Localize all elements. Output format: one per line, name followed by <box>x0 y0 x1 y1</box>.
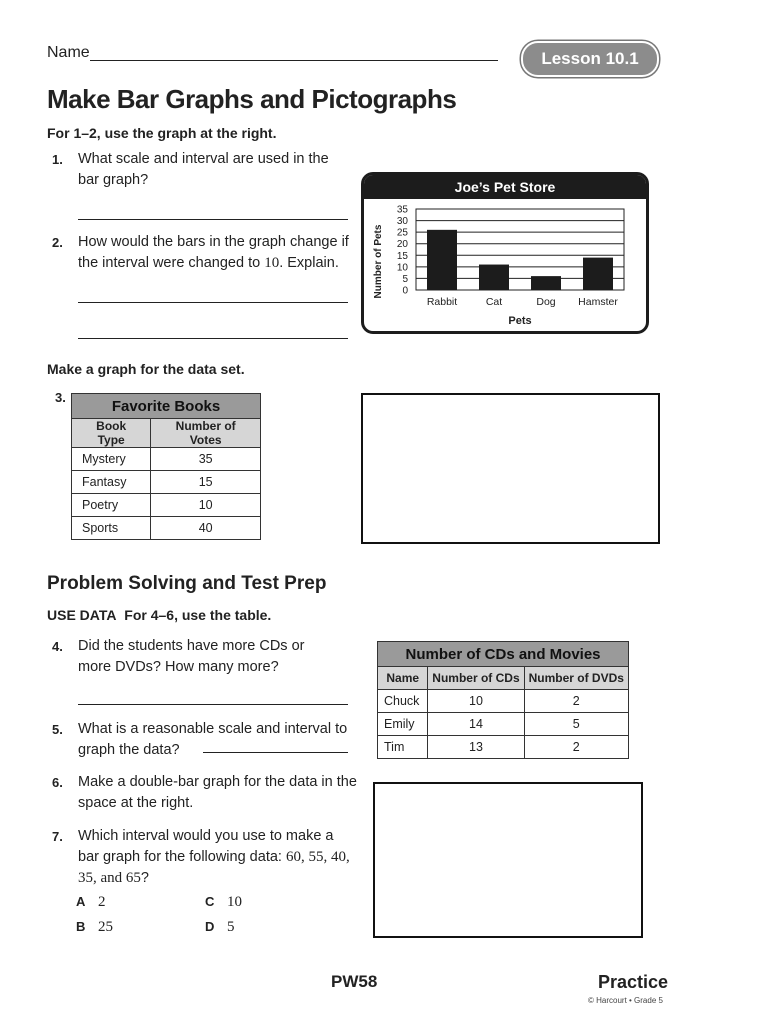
question-7-text-b: ? <box>140 870 149 886</box>
page-code: PW58 <box>331 972 378 991</box>
col-header-name: Name <box>378 667 428 690</box>
bar-cat <box>479 265 509 290</box>
graph-answer-box-6[interactable] <box>373 782 643 938</box>
table-row <box>72 494 261 517</box>
favorite-books-caption: Favorite Books <box>72 394 261 419</box>
choice-a-value: 2 <box>98 894 106 910</box>
col-header-cds: Number of CDs <box>428 667 524 690</box>
table-cell: 14 <box>428 713 524 736</box>
table-cell: 35 <box>151 448 261 471</box>
y-tick-label: 30 <box>396 216 408 228</box>
col-header-book-type: Book Type <box>72 419 151 448</box>
y-tick-label: 20 <box>396 239 408 251</box>
question-5-text: What is a reasonable scale and interval to graph the data? <box>78 721 348 758</box>
question-7-number: 7. <box>52 829 63 844</box>
table-row <box>72 471 261 494</box>
answer-line-4[interactable] <box>78 704 348 705</box>
practice-label: Practice <box>598 972 669 992</box>
question-5 <box>52 719 352 763</box>
y-axis-label: Number of Pets <box>373 224 384 299</box>
table-cell: 2 <box>524 690 628 713</box>
use-data-label: USE DATA <box>47 607 117 623</box>
answer-line-2a[interactable] <box>78 302 348 303</box>
instruction-1-2: For 1–2, use the graph at the right. <box>47 125 277 141</box>
question-4-number: 4. <box>52 639 63 654</box>
question-1 <box>52 149 352 193</box>
x-tick-label: Cat <box>485 296 503 308</box>
table-row <box>378 736 629 759</box>
answer-line-2b[interactable] <box>78 338 348 339</box>
question-3-number: 3. <box>55 390 66 405</box>
y-tick-label: 35 <box>396 204 408 216</box>
section-heading-problem-solving: Problem Solving and Test Prep <box>47 573 327 594</box>
table-cell: Poetry <box>72 494 151 517</box>
question-4 <box>52 636 352 680</box>
question-5-number: 5. <box>52 722 63 737</box>
question-7-data: 60, 55, 40, 35, and 65 <box>78 849 350 886</box>
choice-c[interactable] <box>205 893 242 911</box>
question-6-text: Make a double-bar graph for the data in the space at the right. <box>78 774 357 811</box>
question-2-text-b: . Explain. <box>279 255 339 271</box>
instruction-4-6 <box>47 607 271 623</box>
cds-movies-table <box>377 641 629 759</box>
question-7 <box>52 826 362 892</box>
chart-title: Joe’s Pet Store <box>364 175 646 199</box>
table-cell: 40 <box>151 517 261 540</box>
table-cell: Mystery <box>72 448 151 471</box>
y-tick-label: 25 <box>396 227 408 239</box>
y-tick-label: 0 <box>402 285 408 297</box>
table-cell: Tim <box>378 736 428 759</box>
y-tick-label: 5 <box>402 273 408 285</box>
choice-b-value: 25 <box>98 919 113 935</box>
choice-a[interactable] <box>76 893 106 911</box>
question-2-number: 2. <box>52 235 63 250</box>
copyright: © Harcourt • Grade 5 <box>588 996 663 1005</box>
bar-dog <box>531 276 561 290</box>
table-cell: Fantasy <box>72 471 151 494</box>
x-axis-label: Pets <box>508 315 532 327</box>
favorite-books-table <box>71 393 261 540</box>
question-4-text: Did the students have more CDs or more DVDs? How many more? <box>78 638 305 675</box>
choice-b[interactable] <box>76 918 113 936</box>
question-2-interval: 10 <box>264 255 280 271</box>
choice-d-value: 5 <box>227 919 235 935</box>
question-7-text-a: Which interval would you use to make a bar graph for the following data: <box>78 828 334 865</box>
instruction-4-6-text: For 4–6, use the table. <box>124 607 272 623</box>
x-tick-label: Dog <box>536 296 556 308</box>
table-row <box>378 713 629 736</box>
table-cell: 13 <box>428 736 524 759</box>
y-tick-label: 10 <box>396 262 408 274</box>
x-tick-label: Hamster <box>578 296 618 308</box>
table-cell: 10 <box>428 690 524 713</box>
question-6-number: 6. <box>52 775 63 790</box>
table-row <box>378 690 629 713</box>
cds-movies-caption: Number of CDs and Movies <box>378 642 629 667</box>
lesson-badge <box>521 41 659 77</box>
table-row <box>72 517 261 540</box>
pet-store-chart <box>361 172 649 334</box>
answer-line-1[interactable] <box>78 219 348 220</box>
col-header-votes: Number of Votes <box>151 419 261 448</box>
question-1-text: What scale and interval are used in the bar graph? <box>78 151 329 188</box>
table-cell: Emily <box>378 713 428 736</box>
name-field[interactable] <box>90 44 498 61</box>
table-row <box>72 448 261 471</box>
choice-d-letter: D <box>205 919 215 934</box>
table-cell: 10 <box>151 494 261 517</box>
chart-plot <box>364 199 646 331</box>
table-cell: Sports <box>72 517 151 540</box>
question-2 <box>52 232 362 276</box>
instruction-3: Make a graph for the data set. <box>47 361 245 377</box>
answer-line-5[interactable] <box>203 752 348 753</box>
question-2-text-a: How would the bars in the graph change if the interval were changed to <box>78 234 349 271</box>
page-title: Make Bar Graphs and Pictographs <box>47 84 457 114</box>
choice-a-letter: A <box>76 894 86 909</box>
bar-hamster <box>583 258 613 290</box>
lesson-badge-label: Lesson 10.1 <box>541 49 639 68</box>
choice-c-letter: C <box>205 894 215 909</box>
table-cell: 2 <box>524 736 628 759</box>
col-header-dvds: Number of DVDs <box>524 667 628 690</box>
choice-d[interactable] <box>205 918 235 936</box>
question-2-text <box>78 232 363 274</box>
y-tick-label: 15 <box>396 250 408 262</box>
name-label: Name <box>47 44 90 61</box>
table-cell: Chuck <box>378 690 428 713</box>
choice-c-value: 10 <box>227 894 242 910</box>
x-tick-label: Rabbit <box>426 296 458 308</box>
question-1-number: 1. <box>52 152 63 167</box>
table-cell: 5 <box>524 713 628 736</box>
choice-b-letter: B <box>76 919 86 934</box>
table-cell: 15 <box>151 471 261 494</box>
question-6 <box>52 772 362 816</box>
question-7-text <box>78 826 358 889</box>
bar-rabbit <box>427 230 457 290</box>
graph-answer-box-3[interactable] <box>361 393 660 544</box>
